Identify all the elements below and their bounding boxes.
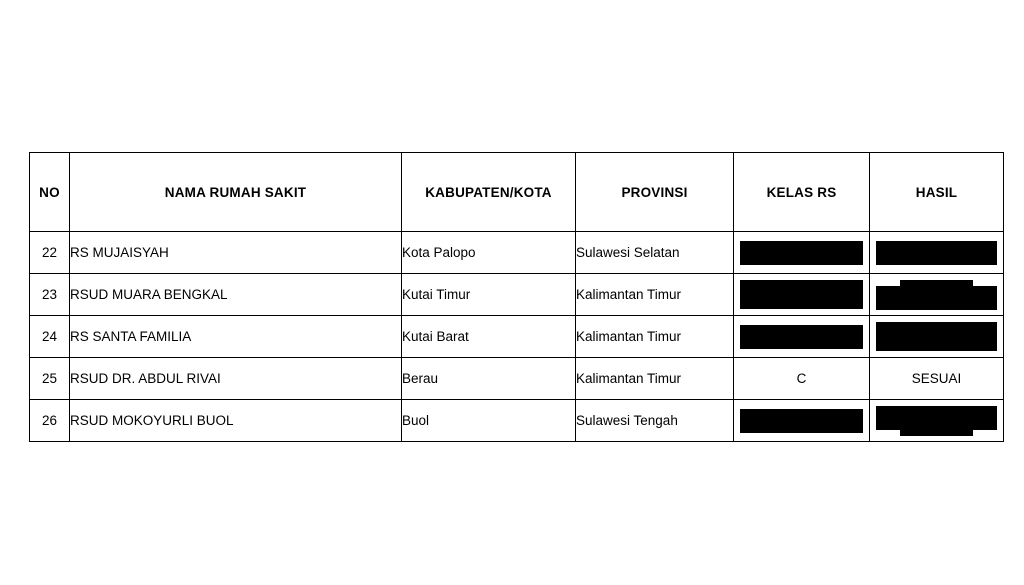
column-header-provinsi: PROVINSI [576,153,734,232]
cell-hasil [870,400,1004,442]
redaction-bar [740,241,863,265]
cell-provinsi: Kalimantan Timur [576,274,734,316]
redaction-bar [876,406,997,430]
redaction-bar [740,325,863,349]
cell-provinsi: Kalimantan Timur [576,316,734,358]
cell-kabupaten-kota: Kota Palopo [402,232,576,274]
table-body [30,232,1004,442]
cell-kabupaten-kota: Kutai Timur [402,274,576,316]
hospital-table [29,152,1004,442]
cell-kelas-rs [734,274,870,316]
redaction-group [870,406,1003,436]
cell-no: 26 [30,400,70,442]
cell-nama-rumah-sakit: RSUD MUARA BENGKAL [70,274,402,316]
column-header-nama-rumah-sakit: NAMA RUMAH SAKIT [70,153,402,232]
cell-nama-rumah-sakit: RSUD MOKOYURLI BUOL [70,400,402,442]
cell-no: 24 [30,316,70,358]
cell-nama-rumah-sakit: RS SANTA FAMILIA [70,316,402,358]
cell-kabupaten-kota: Kutai Barat [402,316,576,358]
cell-hasil [870,232,1004,274]
hospital-table-container [29,152,1003,442]
column-header-kelas-rs: KELAS RS [734,153,870,232]
table-header [30,153,1004,232]
table-row [30,400,1004,442]
redaction-bar [876,241,997,265]
table-row [30,316,1004,358]
cell-kelas-rs [734,316,870,358]
redaction-group [870,280,1003,310]
cell-no: 23 [30,274,70,316]
cell-hasil: SESUAI [870,358,1004,400]
cell-no: 25 [30,358,70,400]
redaction-bar-bottom [900,430,973,436]
cell-kabupaten-kota: Berau [402,358,576,400]
cell-kelas-rs [734,232,870,274]
cell-provinsi: Sulawesi Selatan [576,232,734,274]
redaction-bar [740,280,863,309]
cell-nama-rumah-sakit: RSUD DR. ABDUL RIVAI [70,358,402,400]
cell-kabupaten-kota: Buol [402,400,576,442]
column-header-hasil: HASIL [870,153,1004,232]
table-row [30,358,1004,400]
cell-provinsi: Sulawesi Tengah [576,400,734,442]
redaction-bar [876,286,997,310]
table-header-row [30,153,1004,232]
redaction-bar [740,409,863,433]
column-header-no: NO [30,153,70,232]
cell-nama-rumah-sakit: RS MUJAISYAH [70,232,402,274]
table-row [30,232,1004,274]
cell-kelas-rs [734,400,870,442]
cell-kelas-rs: C [734,358,870,400]
redaction-bar [876,322,997,351]
table-row [30,274,1004,316]
cell-no: 22 [30,232,70,274]
cell-provinsi: Kalimantan Timur [576,358,734,400]
cell-hasil [870,316,1004,358]
cell-hasil [870,274,1004,316]
column-header-kabupaten-kota: KABUPATEN/KOTA [402,153,576,232]
